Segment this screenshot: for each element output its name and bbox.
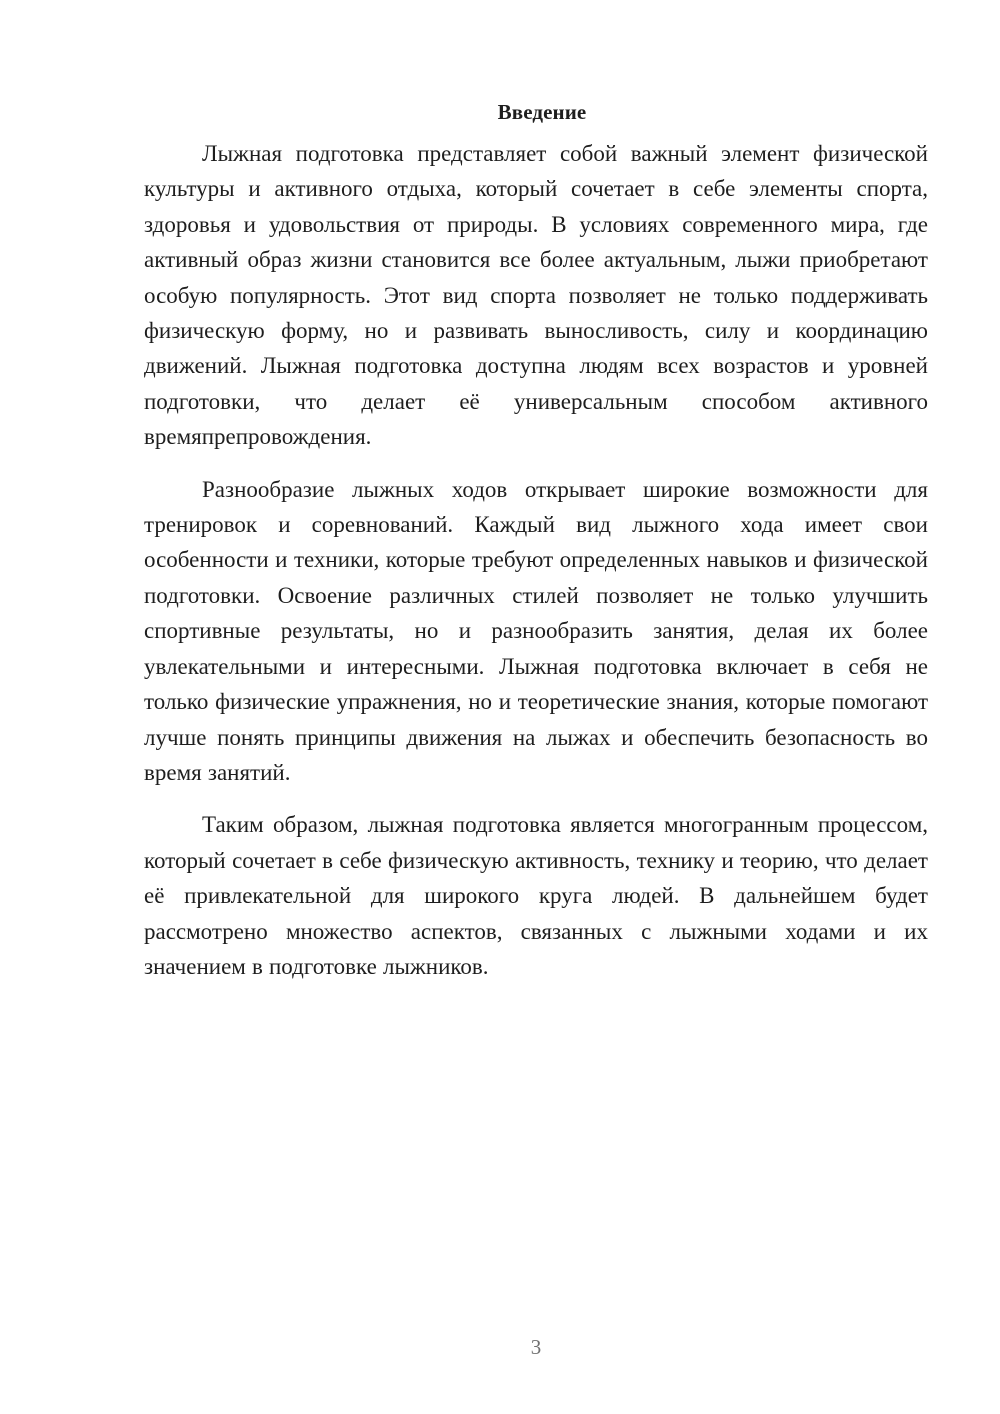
page-content bbox=[144, 96, 928, 984]
paragraph-1: Лыжная подготовка представляет собой важный элемент физической культуры и активного отдыха, который сочетает в себе элементы спорта, здоровья и удовольствия от природы. В условиях современного мира, где активный образ жизни становится все более актуальным, лыжи приобретают особую популярность. Этот вид спорта позволяет не только поддерживать физическую форму, но и развивать выносливость, силу и координацию движений. Лыжная подготовка доступна людям всех возрастов и уровней подготовки, что делает её универсальным способом активного времяпрепровождения. bbox=[144, 141, 928, 450]
section-title: Введение bbox=[497, 100, 587, 124]
paragraph-3: Таким образом, лыжная подготовка является многогранным процессом, который сочетает в себе физическую активность, технику и теорию, что делает её привлекательной для широкого круга людей. В дальнейшем будет рассмотрено множество аспектов, связанных с лыжными ходами и их значением в подготовке лыжников. bbox=[144, 812, 928, 979]
page-number: 3 bbox=[530, 1335, 542, 1359]
paragraph-2: Разнообразие лыжных ходов открывает широкие возможности для тренировок и соревнований. Каждый вид лыжного хода имеет свои особенности и техники, которые требуют определенных навыков и физической подготовки. Освоение различных стилей позволяет не только улучшить спортивные результаты, но и разнообразить занятия, делая их более увлекательными и интересными. Лыжная подготовка включает в себя не только физические упражнения, но и теоретические знания, которые помогают лучше понять принципы движения на лыжах и обеспечить безопасность во время занятий. bbox=[144, 476, 928, 785]
